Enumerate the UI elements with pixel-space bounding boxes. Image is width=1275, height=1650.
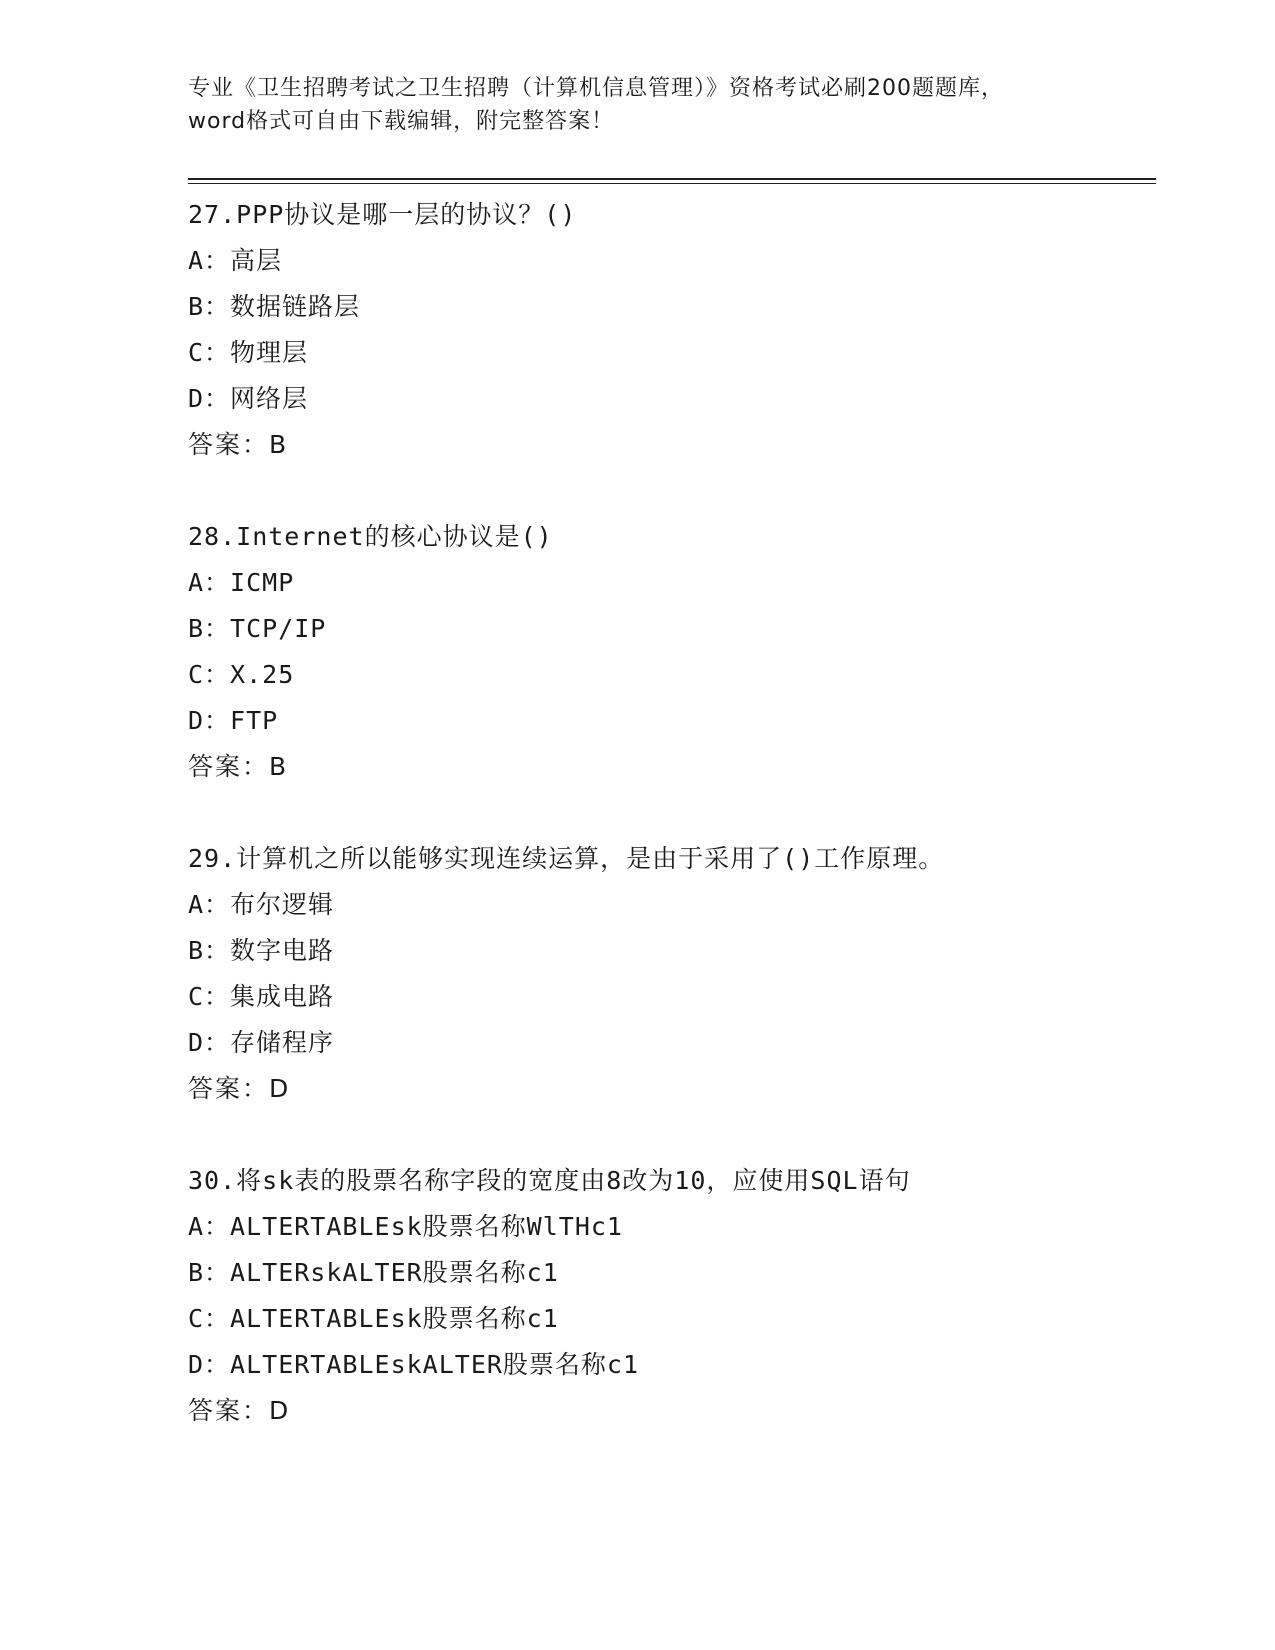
option-c: C：集成电路 — [188, 982, 335, 1011]
answer-line: 答案：B — [188, 430, 289, 459]
question-29 — [188, 836, 1156, 1112]
option-d: D：FTP — [188, 706, 279, 735]
option-c: C：X.25 — [188, 660, 295, 689]
option-b: B：数据链路层 — [188, 292, 361, 321]
option-a: A：高层 — [188, 246, 283, 275]
header-divider — [188, 178, 1156, 180]
option-a: A：ALTERTABLEsk股票名称WlTHc1 — [188, 1212, 623, 1241]
header-line-2: word格式可自由下载编辑，附完整答案！ — [188, 109, 615, 134]
answer-line: 答案：D — [188, 1396, 291, 1425]
answer-line: 答案：B — [188, 752, 289, 781]
option-a: A：布尔逻辑 — [188, 890, 335, 919]
answer-line: 答案：D — [188, 1074, 291, 1103]
header-line-1: 专业《卫生招聘考试之卫生招聘（计算机信息管理）》资格考试必刷200题题库， — [188, 76, 1004, 101]
question-stem: 28.Internet的核心协议是() — [188, 522, 553, 551]
option-d: D：ALTERTABLEskALTER股票名称c1 — [188, 1350, 640, 1379]
option-b: B：数字电路 — [188, 936, 335, 965]
option-c: C：物理层 — [188, 338, 309, 367]
header-divider-thin — [188, 183, 1156, 184]
question-stem: 27.PPP协议是哪一层的协议？() — [188, 200, 577, 229]
question-stem: 30.将sk表的股票名称字段的宽度由8改为10，应使用SQL语句 — [188, 1166, 911, 1195]
question-28 — [188, 514, 1156, 790]
question-30 — [188, 1158, 1156, 1434]
question-27 — [188, 192, 1156, 468]
document-header — [188, 72, 1088, 138]
question-stem: 29.计算机之所以能够实现连续运算，是由于采用了()工作原理。 — [188, 844, 945, 873]
question-list — [188, 192, 1156, 1480]
option-b: B：ALTERskALTER股票名称c1 — [188, 1258, 559, 1287]
option-d: D：网络层 — [188, 384, 309, 413]
option-a: A：ICMP — [188, 568, 295, 597]
option-d: D：存储程序 — [188, 1028, 335, 1057]
option-c: C：ALTERTABLEsk股票名称c1 — [188, 1304, 559, 1333]
option-b: B：TCP/IP — [188, 614, 327, 643]
